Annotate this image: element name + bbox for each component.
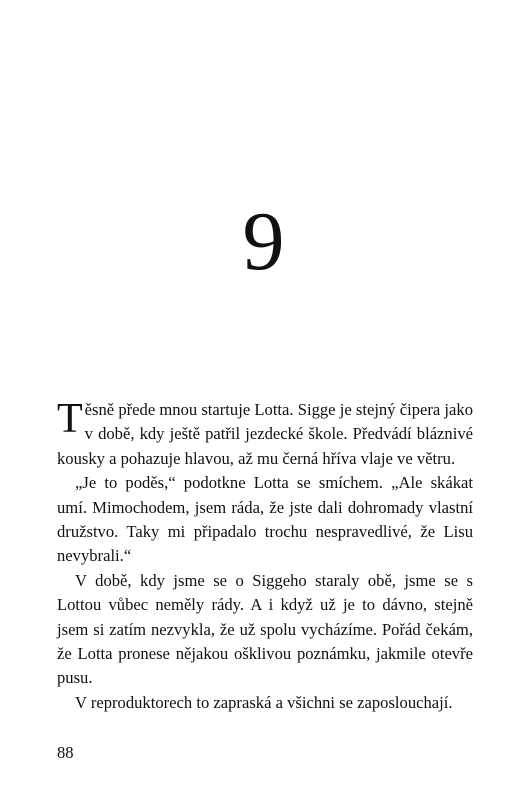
paragraph-1-text: ěsně přede mnou startuje Lotta. Sigge je stejný čipera jako v době, kdy ještě patřil jezdecké škole. Předvádí bláznivé kousky a pohazuje hlavou, až mu černá hříva vlaje ve větru. <box>57 400 473 468</box>
paragraph-1 <box>57 398 473 471</box>
paragraph-3: V době, kdy jsme se o Siggeho staraly obě, jsme se s Lottou vůbec neměly rády. A i když už je to dávno, stejně jsem si zatím nezvykla, že už spolu vycházíme. Pořád čekám, že Lotta pronese nějakou ošklivou poznámku, jakmile otevře pusu. <box>57 570 473 688</box>
drop-cap: T <box>57 396 83 442</box>
paragraph-2: „Je to poděs,“ podotkne Lotta se smíchem. „Ale skákat umí. Mimochodem, jsem ráda, že jste dali dohromady vlastní družstvo. Taky mi připadalo trochu nespravedlivé, že Lisu nevybrali.“ <box>57 473 473 566</box>
chapter-number: 9 <box>242 195 285 288</box>
page-number: 88 <box>57 743 74 762</box>
paragraph-4: V reproduktorech to zapraská a všichni se zaposlouchají. <box>75 692 453 712</box>
body-text <box>57 398 473 715</box>
